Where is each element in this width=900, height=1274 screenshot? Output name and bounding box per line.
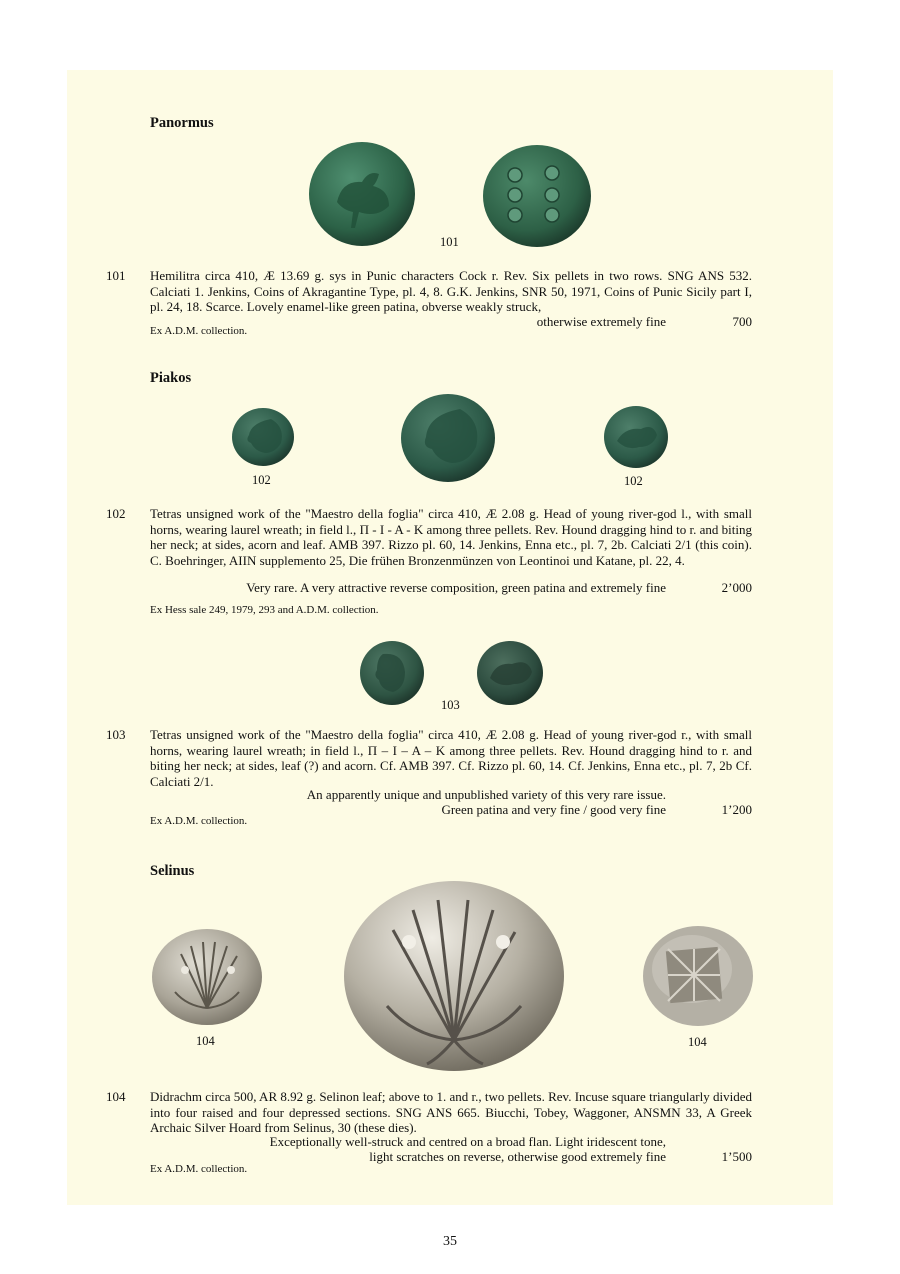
- lot-price: 2’000: [721, 580, 752, 595]
- lot-price: 700: [732, 314, 752, 329]
- coin-selinon-leaf-icon: [343, 880, 565, 1072]
- coin-caption: 102: [252, 473, 271, 487]
- section-title-panormus: Panormus: [150, 115, 214, 131]
- coin-caption: 104: [196, 1034, 215, 1048]
- section-title-selinus: Selinus: [150, 863, 195, 879]
- lot-number: 104: [106, 1089, 126, 1104]
- lot-provenance: Ex Hess sale 249, 1979, 293 and A.D.M. collection.: [150, 604, 379, 616]
- lot-price: 1’200: [721, 802, 752, 817]
- coin-selinon-leaf-icon: [151, 928, 263, 1026]
- lot-grade-line: Green patina and very fine / good very fine: [441, 802, 666, 817]
- lot-provenance: Ex A.D.M. collection.: [150, 325, 248, 337]
- coin-caption: 102: [624, 474, 643, 488]
- coin-hound-reverse-icon: [603, 405, 669, 469]
- page-number: 35: [443, 1234, 457, 1249]
- lot-grade-line: Very rare. A very attractive reverse composition, green patina and extremely fine: [246, 580, 666, 595]
- coin-head-obverse-icon: [359, 640, 425, 706]
- coin-cock-obverse-icon: [307, 140, 417, 248]
- lot-number: 102: [106, 506, 126, 521]
- lot-provenance: Ex A.D.M. collection.: [150, 815, 248, 827]
- section-title-piakos: Piakos: [150, 370, 192, 386]
- lot-grade-line: An apparently unique and unpublished variety of this very rare issue.: [306, 787, 666, 802]
- coin-incuse-square-icon: [642, 925, 754, 1027]
- lot-provenance: Ex A.D.M. collection.: [150, 1163, 248, 1175]
- lot-description: Didrachm circa 500, AR 8.92 g. Selinon leaf; above to 1. and r., two pellets. Rev. Incuse square triangularly divided into four raised and four depressed sections. SNG ANS 665. Biucchi, Tobey, Waggoner, ANSMN 33, A Greek Archaic Silver Hoard from Selinus, 30 (these dies).: [150, 1089, 752, 1135]
- coin-six-pellets-reverse-icon: [482, 143, 592, 249]
- coin-caption: 103: [441, 698, 460, 712]
- lot-description: Hemilitra circa 410, Æ 13.69 g. sys in Punic characters Cock r. Rev. Six pellets in two rows. SNG ANS 532. Calciati 1. Jenkins, Coins of Akragantine Type, pl. 4, 8. G.K. Jenkins, SNR 50, 1971, Coins of Punic Sicily part I, pl. 24, 18. Scarce. Lovely enamel-like green patina, obverse weakly struck,: [150, 268, 752, 314]
- coin-hound-reverse-icon: [476, 640, 544, 706]
- lot-grade-line: light scratches on reverse, otherwise good extremely fine: [369, 1149, 666, 1164]
- lot-grade-line: Exceptionally well-struck and centred on a broad flan. Light iridescent tone,: [269, 1134, 666, 1149]
- lot-price: 1’500: [721, 1149, 752, 1164]
- coin-caption: 104: [688, 1035, 707, 1049]
- coin-head-obverse-icon: [231, 407, 295, 467]
- lot-grade-line: otherwise extremely fine: [536, 314, 666, 329]
- lot-number: 101: [106, 268, 126, 283]
- lot-description: Tetras unsigned work of the "Maestro della foglia" circa 410, Æ 2.08 g. Head of young river-god r., with small horns, wearing laurel wreath; in field l., Π – I – A – K among three pellets. Rev. Hound dragging hind to r. and biting her neck; at sides, leaf (?) and acorn. Cf. AMB 397. Cf. Rizzo pl. 60, 14. Cf. Jenkins, Enna etc., pl. 7, 2b Cf. Calciati 2/1.: [150, 727, 752, 789]
- lot-number: 103: [106, 727, 126, 742]
- lot-description: Tetras unsigned work of the "Maestro della foglia" circa 410, Æ 2.08 g. Head of young river-god l., with small horns, wearing laurel wreath; in field l., Π - I - A - K among three pellets. Rev. Hound dragging hind to r. and biting her neck; at sides, acorn and leaf. AMB 397. Rizzo pl. 60, 14. Jenkins, Enna etc., pl. 7, 2b. Calciati 2/1 (this coin). C. Boehringer, AIIN supplemento 25, Die frühen Bronzenmünzen von Leontinoi und Katane, pl. 22, 4.: [150, 506, 752, 568]
- coin-head-obverse-icon: [400, 393, 496, 483]
- coin-caption: 101: [440, 235, 459, 249]
